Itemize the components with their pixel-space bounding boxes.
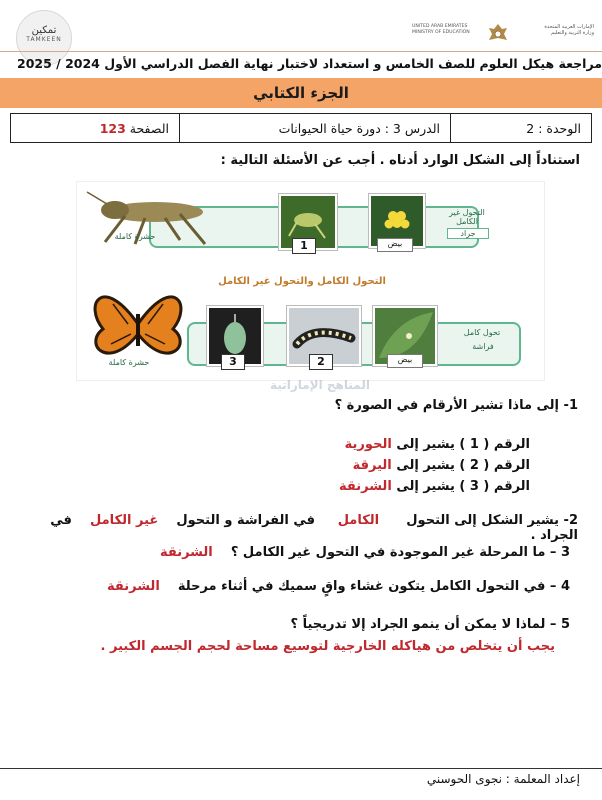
q2-part-b: في الفراشة و التحول: [176, 513, 316, 528]
q2-answer-2: غير الكامل: [90, 513, 159, 528]
q1-answer-line-3: [10, 479, 530, 494]
bottom-egg-tag: بيض: [387, 354, 423, 368]
q1-line-2-answer: اليرقة: [352, 458, 392, 473]
q1-line-1-prefix: الرقم ( 1 ) يشير إلى: [396, 437, 530, 452]
number-1-box: 1: [292, 238, 316, 254]
footer-divider: [0, 768, 602, 769]
q3-answer: الشرنقة: [159, 545, 213, 560]
top-grasshopper-tag: جراد: [447, 228, 489, 239]
instructions: استناداً إلى الشكل الوارد أدناه . أجب عن الأسئلة التالية :: [220, 153, 580, 168]
page-number: 123: [99, 120, 126, 136]
uae-emblem-icon: [486, 22, 510, 46]
q1-line-3-prefix: الرقم ( 3 ) يشير إلى: [396, 479, 530, 494]
ministry-en-line-1: UNITED ARAB EMIRATES: [412, 24, 468, 29]
q2-answer-1: الكامل: [337, 513, 380, 528]
number-2-box: 2: [309, 354, 333, 370]
q3-text: 3 – ما المرحلة غير الموجودة في التحول غير الكامل ؟: [230, 545, 570, 560]
question-2: [10, 513, 578, 543]
number-3-box: 3: [221, 354, 245, 370]
q4-answer: الشرنقة: [107, 579, 160, 594]
ministry-english: [412, 24, 484, 36]
q5-answer: يجب أن يتخلص من هياكله الخارجية لتوسيع مساحة لحجم الجسم الكبير .: [100, 639, 555, 654]
figure-middle-title: التحول الكامل والتحول غير الكامل: [218, 276, 386, 287]
ministry-en-line-2: MINISTRY OF EDUCATION: [412, 30, 470, 35]
logo-subtext: TAMKEEN: [26, 36, 62, 43]
complete-metamorphosis-label: تحول كامل: [463, 328, 501, 337]
document-title: [0, 51, 602, 76]
q1-answer-line-1: [10, 437, 530, 452]
logo-text: تمكين: [31, 25, 57, 36]
butterfly-tag: فراشة: [472, 342, 494, 351]
lesson-cell: الدرس 3 : دورة حياة الحيوانات: [180, 114, 451, 143]
page-label: الصفحة: [129, 120, 169, 136]
document-title-text: مراجعة هيكل العلوم للصف الخامس و استعداد لاختبار نهاية الفصل الدراسي الأول 2024 / 2025: [17, 56, 602, 71]
question-4: [10, 579, 570, 594]
unit-cell: الوحدة : 2: [451, 114, 592, 143]
life-cycle-figure: [76, 181, 545, 381]
ministry-ar-line-1: الإمارات العربية المتحدة: [544, 24, 594, 30]
question-3: [10, 545, 570, 560]
q1-line-2-prefix: الرقم ( 2 ) يشير إلى: [396, 458, 530, 473]
lesson-info-table: [10, 113, 592, 143]
q2-part-c: في الجراد .: [50, 513, 578, 543]
ministry-arabic: [514, 24, 594, 36]
footer-author: إعداد المعلمة : نجوى الحوسني: [426, 772, 580, 786]
page-cell: [11, 114, 180, 143]
q1-answer-line-2: [10, 458, 530, 473]
section-banner: الجزء الكتابي: [0, 78, 602, 108]
q1-line-1-answer: الحورية: [344, 437, 392, 452]
q2-part-a: 2- يشير الشكل إلى التحول: [406, 513, 578, 528]
top-egg-tag: بيض: [377, 238, 413, 252]
question-1: 1- إلى ماذا تشير الأرقام في الصورة ؟: [334, 398, 578, 413]
q1-line-3-answer: الشرنقة: [339, 479, 392, 494]
ministry-ar-line-2: وزارة التربية والتعليم: [551, 30, 594, 36]
incomplete-metamorphosis-label: التحول غير الكامل: [449, 208, 485, 226]
q4-text: 4 – في التحول الكامل يتكون غشاء واقٍ سميك في أثناء مرحلة: [177, 579, 570, 594]
question-5: 5 – لماذا لا يمكن أن ينمو الجراد إلا تدريجياً ؟: [290, 617, 570, 632]
watermark: المناهج الإماراتية: [270, 378, 370, 392]
bottom-adult-label: حشرة كاملة: [108, 358, 150, 367]
top-adult-label: حشرة كاملة: [114, 232, 156, 241]
